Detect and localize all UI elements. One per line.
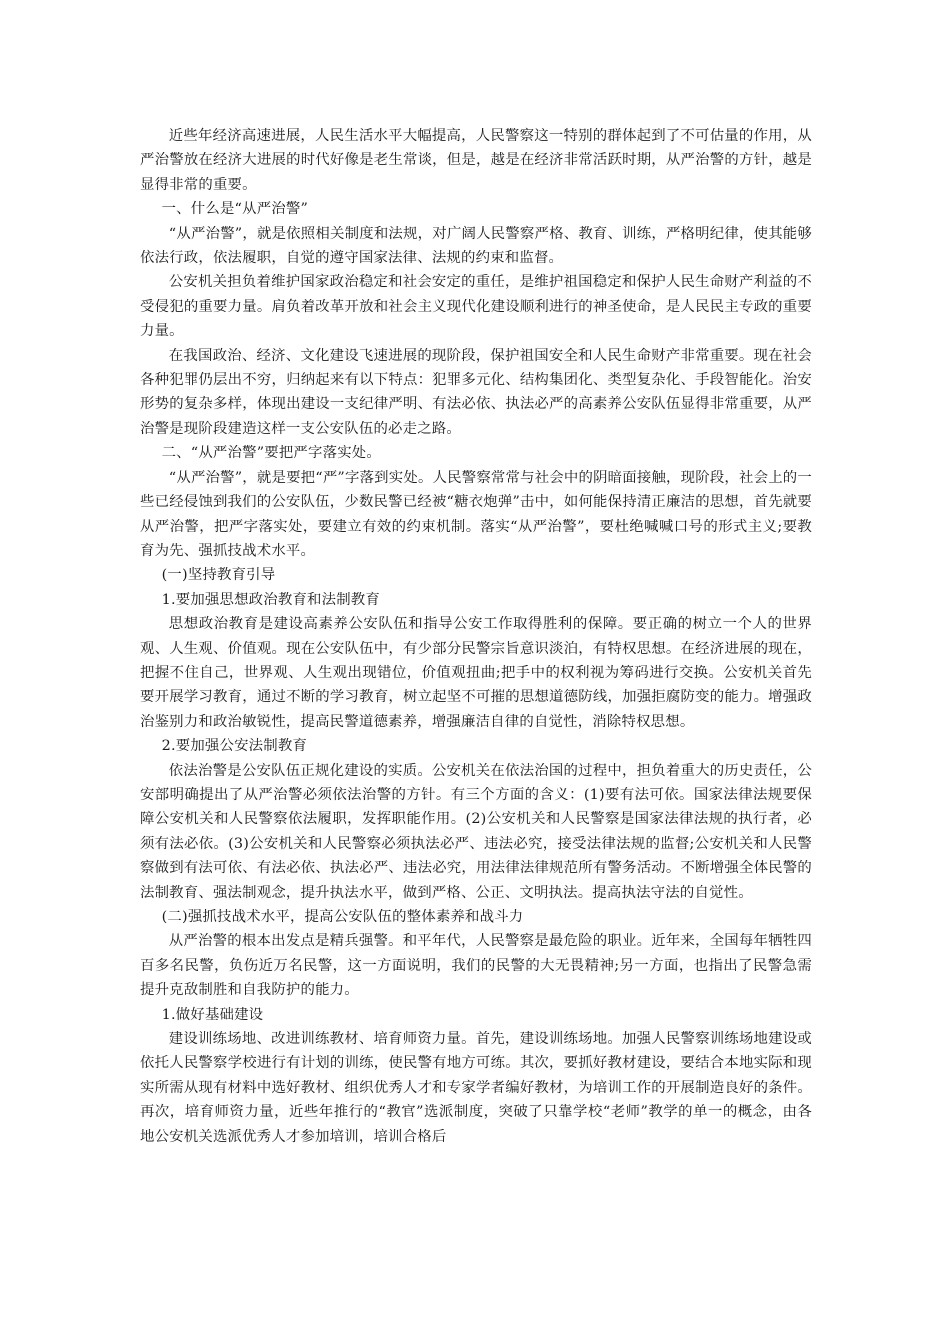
document-body xyxy=(140,124,812,1149)
paragraph: 近些年经济高速进展，人民生活水平大幅提高，人民警察这一特别的群体起到了不可估量的作用，从严治警放在经济大进展的时代好像是老生常谈，但是，越是在经济非常活跃时期，从严治警的方针，越是显得非常的重要。 xyxy=(140,128,812,193)
section-heading: 一、什么是“从严治警” xyxy=(161,201,309,218)
paragraph: 依法治警是公安队伍正规化建设的实质。公安机关在依法治国的过程中，担负着重大的历史责任，公安部明确提出了从严治警必须依法治警的方针。有三个方面的含义：(1)要有法可依。国家法律法规要保障公安机关和人民警察依法履职，发挥职能作用。(2)公安机关和人民警察是国家法律法规的执行者，必须有法必依。(3)公安机关和人民警察必须执法必严、违法必究，接受法律法规的监督;公安机关和人民警察做到有法可依、有法必依、执法必严、违法必究，用法律法律规范所有警务活动。不断增强全体民警的法制教育、强法制观念，提升执法水平，做到严格、公正、文明执法。提高执法守法的自觉性。 xyxy=(140,762,812,901)
subsection-heading: 2.要加强公安法制教育 xyxy=(161,738,308,755)
paragraph: “从严治警”，就是要把“严”字落到实处。人民警察常常与社会中的阴暗面接触，现阶段，社会上的一些已经侵蚀到我们的公安队伍，少数民警已经被“糖衣炮弹”击中，如何能保持清正廉洁的思想，首先就要从严治警，把严字落实处，要建立有效的约束机制。落实“从严治警”，要杜绝喊喊口号的形式主义;要教育为先、强抓技战术水平。 xyxy=(140,469,812,559)
paragraph: “从严治警”，就是依照相关制度和法规，对广阔人民警察严格、教育、训练，严格明纪律，使其能够依法行政，依法履职，自觉的遵守国家法律、法规的约束和监督。 xyxy=(140,225,812,267)
paragraph: 在我国政治、经济、文化建设飞速进展的现阶段，保护祖国安全和人民生命财产非常重要。现在社会各种犯罪仍层出不穷，归纳起来有以下特点：犯罪多元化、结构集团化、类型复杂化、手段智能化。治安形势的复杂多样，体现出建设一支纪律严明、有法必依、执法必严的高素养公安队伍显得非常重要，从严治警是现阶段建造这样一支公安队伍的必走之路。 xyxy=(140,347,812,437)
paragraph: 建设训练场地、改进训练教材、培育师资力量。首先，建设训练场地。加强人民警察训练场地建设或依托人民警察学校进行有计划的训练，使民警有地方可练。其次，要抓好教材建设，要结合本地实际和现实所需从现有材料中选好教材、组织优秀人才和专家学者编好教材，为培训工作的开展制造良好的条件。再次，培育师资力量，近些年推行的“教官”选派制度，突破了只靠学校“老师”教学的单一的概念，由各地公安机关选派优秀人才参加培训，培训合格后 xyxy=(140,1031,812,1145)
subsection-heading: (一)坚持教育引导 xyxy=(161,567,276,584)
paragraph: 公安机关担负着维护国家政治稳定和社会安定的重任，是维护祖国稳定和保护人民生命财产利益的不受侵犯的重要力量。肩负着改革开放和社会主义现代化建设顺利进行的神圣使命，是人民民主专政的重要力量。 xyxy=(140,274,812,340)
subsection-heading: (二)强抓技战术水平，提高公安队伍的整体素养和战斗力 xyxy=(161,909,524,925)
subsection-heading: 1.要加强思想政治教育和法制教育 xyxy=(161,591,380,608)
paragraph: 从严治警的根本出发点是精兵强警。和平年代，人民警察是最危险的职业。近年来，全国每年牺牲四百多名民警，负伤近万名民警，这一方面说明，我们的民警的大无畏精神;另一方面，也指出了民警急需提升克敌制胜和自我防护的能力。 xyxy=(140,933,812,999)
section-heading: 二、“从严治警”要把严字落实处。 xyxy=(161,445,381,462)
subsection-heading: 1.做好基础建设 xyxy=(161,1006,264,1023)
paragraph: 思想政治教育是建设高素养公安队伍和指导公安工作取得胜利的保障。要正确的树立一个人的世界观、人生观、价值观。现在公安队伍中，有少部分民警宗旨意识淡泊，有特权思想。在经济进展的现在，把握不住自己，世界观、人生观出现错位，价值观扭曲;把手中的权利视为筹码进行交换。公安机关首先要开展学习教育，通过不断的学习教育，树立起坚不可摧的思想道德防线，加强拒腐防变的能力。增强政治鉴别力和政治敏锐性，提高民警道德素养，增强廉洁自律的自觉性，消除特权思想。 xyxy=(140,616,812,730)
